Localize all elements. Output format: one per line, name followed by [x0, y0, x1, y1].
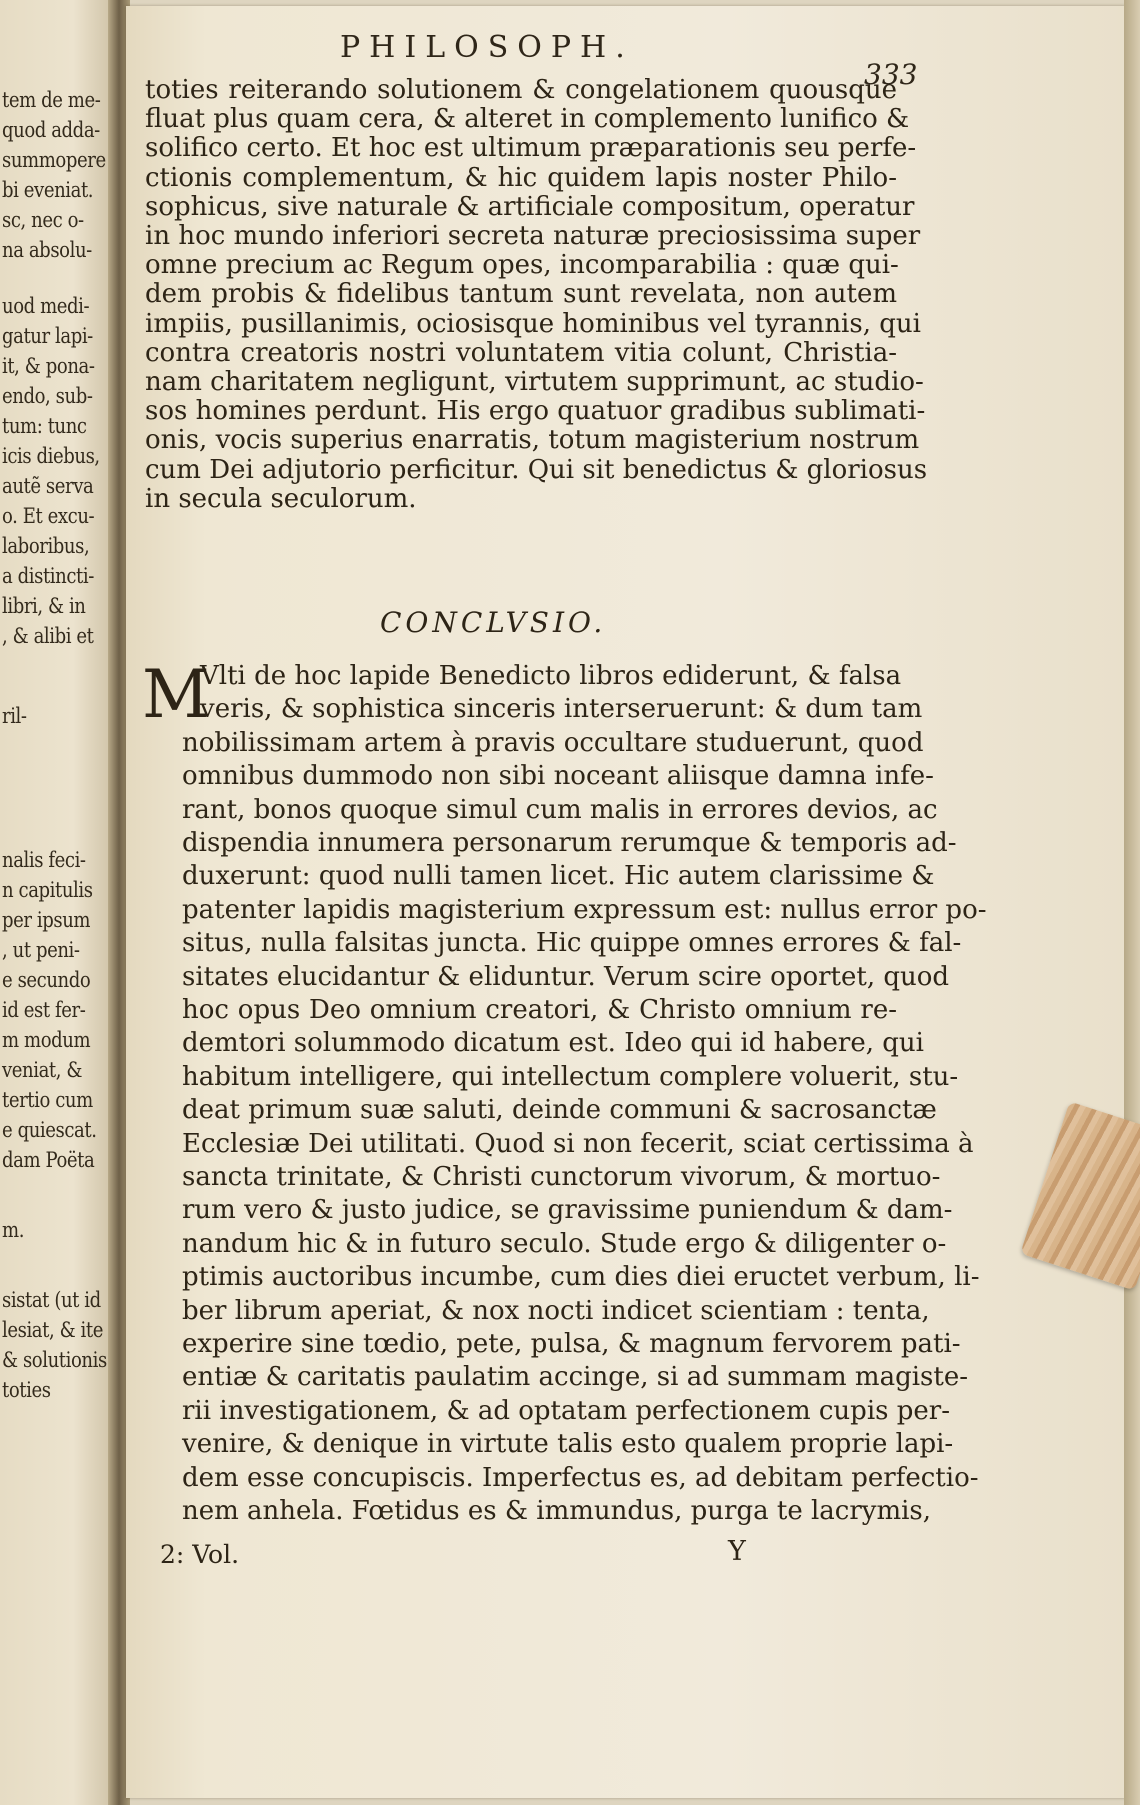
running-head: PHILOSOPH. [340, 30, 634, 65]
left-page [0, 0, 122, 1805]
text-line: cum Dei adjutorio perficitur. Qui sit benedictus & gloriosus [145, 454, 928, 485]
text-line: demtori solummodo dicatum est. Ideo qui id habere, qui [182, 1028, 924, 1059]
text-line: dispendia innumera personarum rerumque & temporis ad- [182, 828, 957, 858]
left-page-line: id est fer- [2, 998, 86, 1022]
text-line: nem anhela. Fœtidus es & immundus, purga te lacrymis, [182, 1496, 932, 1526]
left-page-line: uod medi- [2, 294, 90, 318]
catchword: Y [728, 1536, 746, 1567]
text-line: patenter lapidis magisterium expressum est: nullus error po- [182, 894, 987, 925]
text-line: sancta trinitate, & Christi cunctorum vivorum, & mortuo- [182, 1162, 941, 1192]
left-page-line: lesiat, & ite [2, 1318, 103, 1342]
left-page-line: it, & pona- [2, 354, 95, 378]
text-line: dem probis & fidelibus tantum sunt revelata, non autem [145, 279, 897, 310]
left-page-line: bi eveniat. [2, 178, 94, 202]
section-heading: CONCLVSIO. [380, 606, 607, 639]
text-line: hoc opus Deo omnium creatori, & Christo omnium re- [182, 995, 897, 1025]
left-page-line: icis diebus, [2, 444, 100, 468]
text-line: rum vero & justo judice, se gravissime puniendum & dam- [182, 1195, 953, 1226]
text-line: omnibus dummodo non sibi noceant aliisque damna infe- [182, 761, 934, 792]
text-line: ber librum aperiat, & nox nocti indicet scientiam : tenta, [182, 1295, 930, 1326]
text-line: ctionis complementum, & hic quidem lapis noster Philo- [145, 162, 897, 193]
left-page-line: , & alibi et [2, 624, 94, 648]
left-page-line: tertio cum [2, 1088, 93, 1112]
left-page-line: a distincti- [2, 564, 94, 588]
text-line: deat primum suæ saluti, deinde communi & sacrosanctæ [182, 1095, 937, 1126]
text-line: omne precium ac Regum opes, incomparabilia : quæ qui- [145, 250, 899, 281]
left-page-line: o. Et excu- [2, 504, 95, 528]
text-line: rii investigationem, & ad optatam perfectionem cupis per- [182, 1395, 950, 1426]
text-line: dem esse concupiscis. Imperfectus es, ad debitam perfectio- [182, 1462, 979, 1493]
text-line: nandum hic & in futuro seculo. Stude ergo & diligenter o- [182, 1228, 947, 1259]
text-line: Ecclesiæ Dei utilitati. Quod si non fecerit, sciat certissima à [182, 1128, 974, 1159]
text-line: sitates elucidantur & eliduntur. Verum scire oportet, quod [182, 961, 950, 992]
left-page-line: tum: tunc [2, 414, 87, 438]
left-page-line: & solutionis [2, 1348, 107, 1372]
left-page-line: per ipsum [2, 908, 91, 932]
left-page-line: toties [2, 1378, 51, 1402]
text-line: experire sine tœdio, pete, pulsa, & magnum fervorem pati- [182, 1329, 961, 1359]
left-page-line: m. [2, 1218, 25, 1242]
left-page-line: gatur lapi- [2, 324, 93, 348]
signature-mark: 2: Vol. [160, 1540, 240, 1569]
left-page-line: summopere [2, 148, 106, 172]
text-line: ptimis auctoribus incumbe, cum dies diei eructet verbum, li- [182, 1262, 980, 1293]
left-page-line: dam Poëta [2, 1148, 95, 1172]
text-line: habitum intelligere, qui intellectum complere voluerit, stu- [182, 1061, 959, 1092]
left-page-line: laboribus, [2, 534, 90, 558]
left-page-line: , ut peni- [2, 938, 80, 962]
left-page-line: nalis feci- [2, 848, 86, 872]
left-page-line: quod adda- [2, 118, 100, 142]
left-page-line: sc, nec o- [2, 208, 84, 232]
text-line: impiis, pusillanimis, ociosisque hominibus vel tyrannis, qui [145, 308, 921, 339]
text-line: rant, bonos quoque simul cum malis in errores devios, ac [182, 794, 938, 825]
left-page-line: na absolu- [2, 238, 92, 262]
text-line: fluat plus quam cera, & alteret in complemento lunifico & [145, 104, 910, 135]
text-line: onis, vocis superius enarratis, totum magisterium nostrum [145, 425, 920, 456]
text-line: in hoc mundo inferiori secreta naturæ preciosissima super [145, 221, 921, 251]
left-page-line: e secundo [2, 968, 91, 992]
left-page-line: n capitulis [2, 878, 93, 902]
left-page-line: tem de me- [2, 88, 101, 112]
left-page-line: sistat (ut id [2, 1288, 101, 1312]
text-line: in secula seculorum. [145, 483, 417, 514]
text-line: entiæ & caritatis paulatim accinge, si ad summam magiste- [182, 1362, 968, 1393]
left-page-line: ril- [2, 704, 27, 728]
text-line: venire, & denique in virtute talis esto qualem proprie lapi- [182, 1429, 954, 1460]
left-page-line: endo, sub- [2, 384, 93, 408]
text-line: situs, nulla falsitas juncta. Hic quippe omnes errores & fal- [182, 928, 962, 959]
drop-cap: M [142, 656, 210, 733]
left-page-line: autẽ serva [2, 474, 94, 498]
text-line: Vlti de hoc lapide Benedicto libros ediderunt, & falsa [200, 661, 902, 691]
page-edge [1124, 0, 1140, 1805]
text-line: nam charitatem negligunt, virtutem supprimunt, ac studio- [145, 367, 924, 397]
text-line: veris, & sophistica sinceris interseruerunt: & dum tam [200, 694, 923, 725]
left-page-line: e quiescat. [2, 1118, 97, 1142]
left-page-line: libri, & in [2, 594, 86, 618]
text-line: contra creatoris nostri voluntatem vitia colunt, Christia- [145, 337, 897, 368]
text-line: toties reiterando solutionem & congelationem quousque [145, 75, 897, 105]
left-page-line: veniat, & [2, 1058, 83, 1082]
text-line: sophicus, sive naturale & artificiale compositum, operatur [145, 191, 915, 222]
text-line: nobilissimam artem à pravis occultare studuerunt, quod [182, 727, 924, 758]
text-line: solifico certo. Et hoc est ultimum præparationis seu perfe- [145, 133, 917, 164]
left-page-line: m modum [2, 1028, 91, 1052]
text-line: duxerunt: quod nulli tamen licet. Hic autem clarissime & [182, 861, 935, 892]
page-number: 333 [864, 58, 918, 91]
text-line: sos homines perdunt. His ergo quatuor gradibus sublimati- [145, 396, 926, 427]
